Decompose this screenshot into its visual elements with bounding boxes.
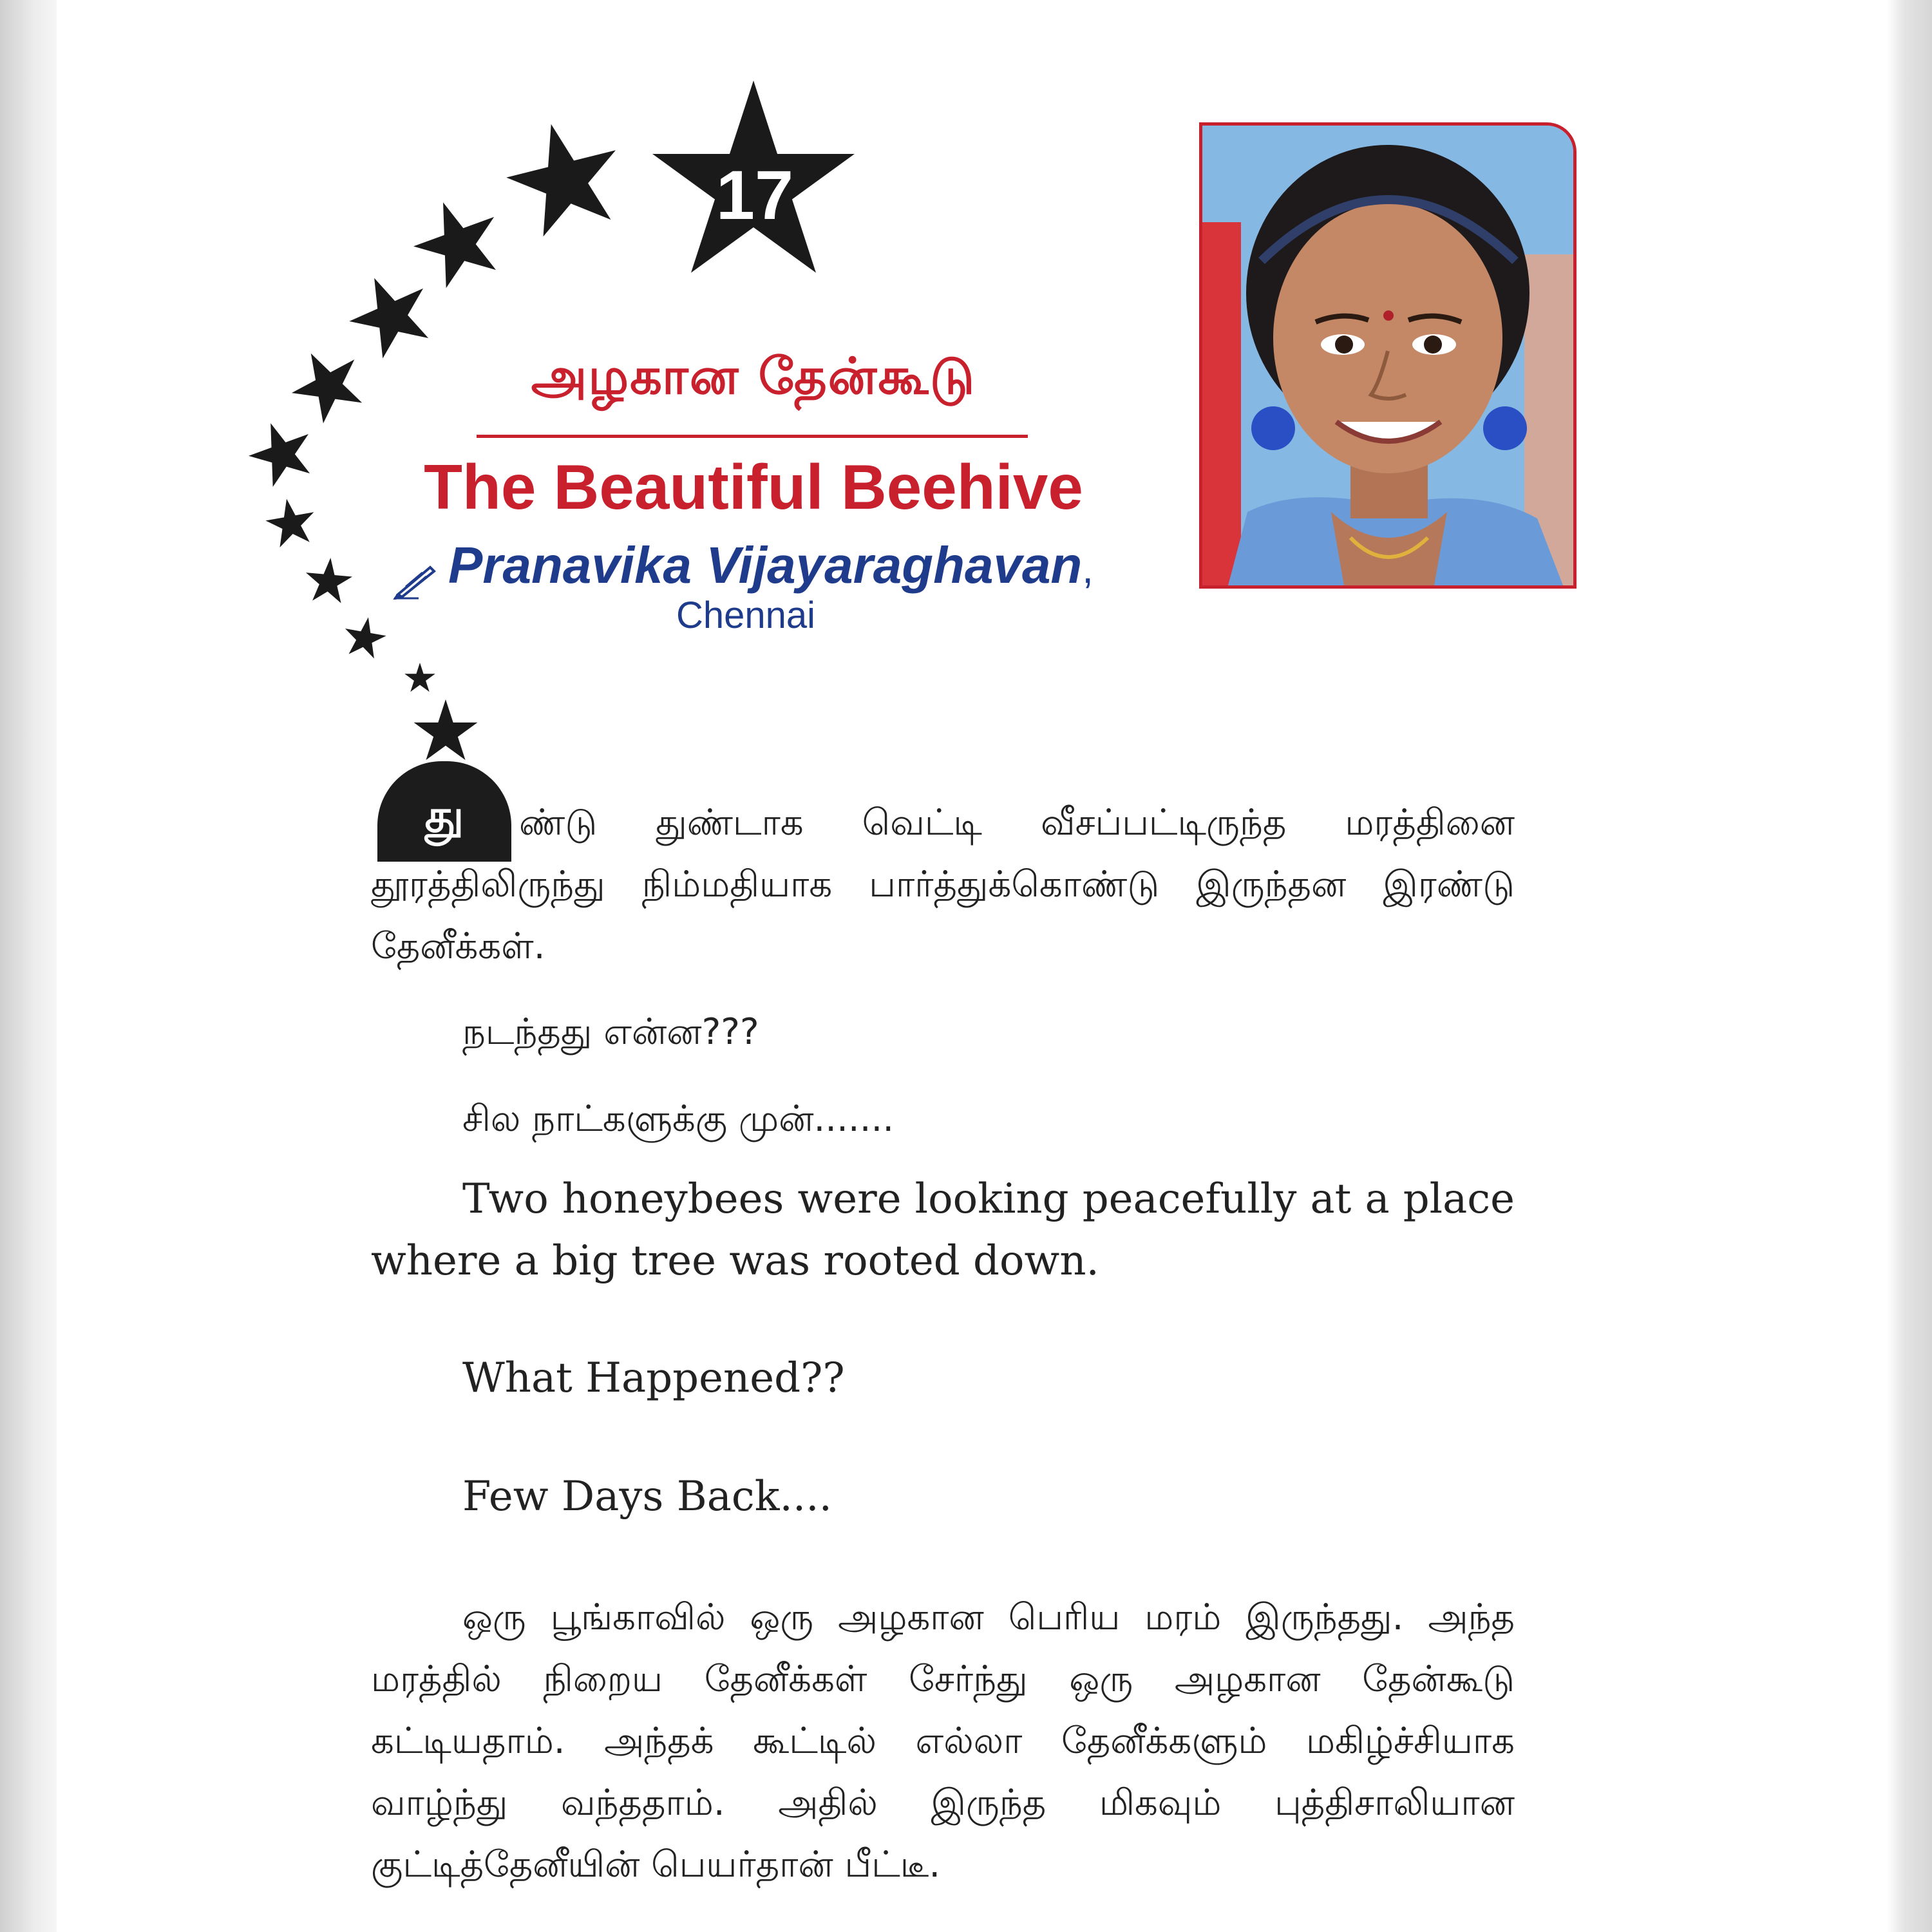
author-comma: ,	[1082, 545, 1094, 592]
drop-cap: து	[377, 761, 511, 862]
paragraph-6: Few Days Back....	[462, 1473, 832, 1520]
star-icon	[263, 495, 319, 549]
star-icon	[337, 261, 442, 365]
title-underline	[477, 435, 1028, 438]
story-number: 17	[715, 156, 794, 234]
author-portrait-illustration	[1202, 126, 1573, 585]
star-icon	[497, 111, 632, 242]
star-icon	[403, 187, 511, 294]
author-name: Pranavika Vijayaraghavan	[448, 536, 1083, 594]
paragraph-3: சில நாட்களுக்கு முன்.......	[462, 1098, 895, 1140]
paragraph-5: What Happened??	[462, 1354, 845, 1402]
star-icon	[303, 556, 354, 604]
paragraph-7: ஒரு பூங்காவில் ஒரு அழகான பெரிய மரம் இருந்தது. அந்த மரத்தில் நிறைய தேனீக்கள் சேர்ந்து ஒரு அழகான தேன்கூடு கட்டியதாம். அந்தக் கூட்டில் எல்லா தேனீக்களும் மகிழ்ச்சியாக வாழ்ந்து வந்ததாம். அதில் இருந்த மிகவும் புத்திசாலியான குட்டித்தேனீயின் பெயர்தான் பீட்டீ.	[371, 1596, 1515, 1886]
pen-writing-icon	[393, 561, 439, 600]
author-line	[393, 536, 1166, 600]
star-icon	[341, 614, 388, 660]
star-icon	[414, 699, 478, 760]
star-icon	[279, 337, 374, 430]
star-icon	[241, 412, 321, 491]
star-icon	[404, 663, 435, 692]
title-english: The Beautiful Beehive	[424, 451, 1083, 522]
author-city: Chennai	[676, 594, 816, 636]
paragraph-1: ண்டு துண்டாக வெட்டி வீசப்பட்டிருந்த மரத்தினை தூரத்திலிருந்து நிம்மதியாக பார்த்துக்கொண்டு இருந்தன இரண்டு தேனீக்கள்.	[371, 802, 1515, 967]
author-photo	[1199, 122, 1577, 589]
paragraph-4: Two honeybees were looking peacefully at a place where a big tree was rooted down.	[371, 1175, 1515, 1285]
title-tamil: அழகான தேன்கூடு	[531, 348, 976, 406]
paragraph-2: நடந்தது என்ன???	[462, 1011, 759, 1053]
